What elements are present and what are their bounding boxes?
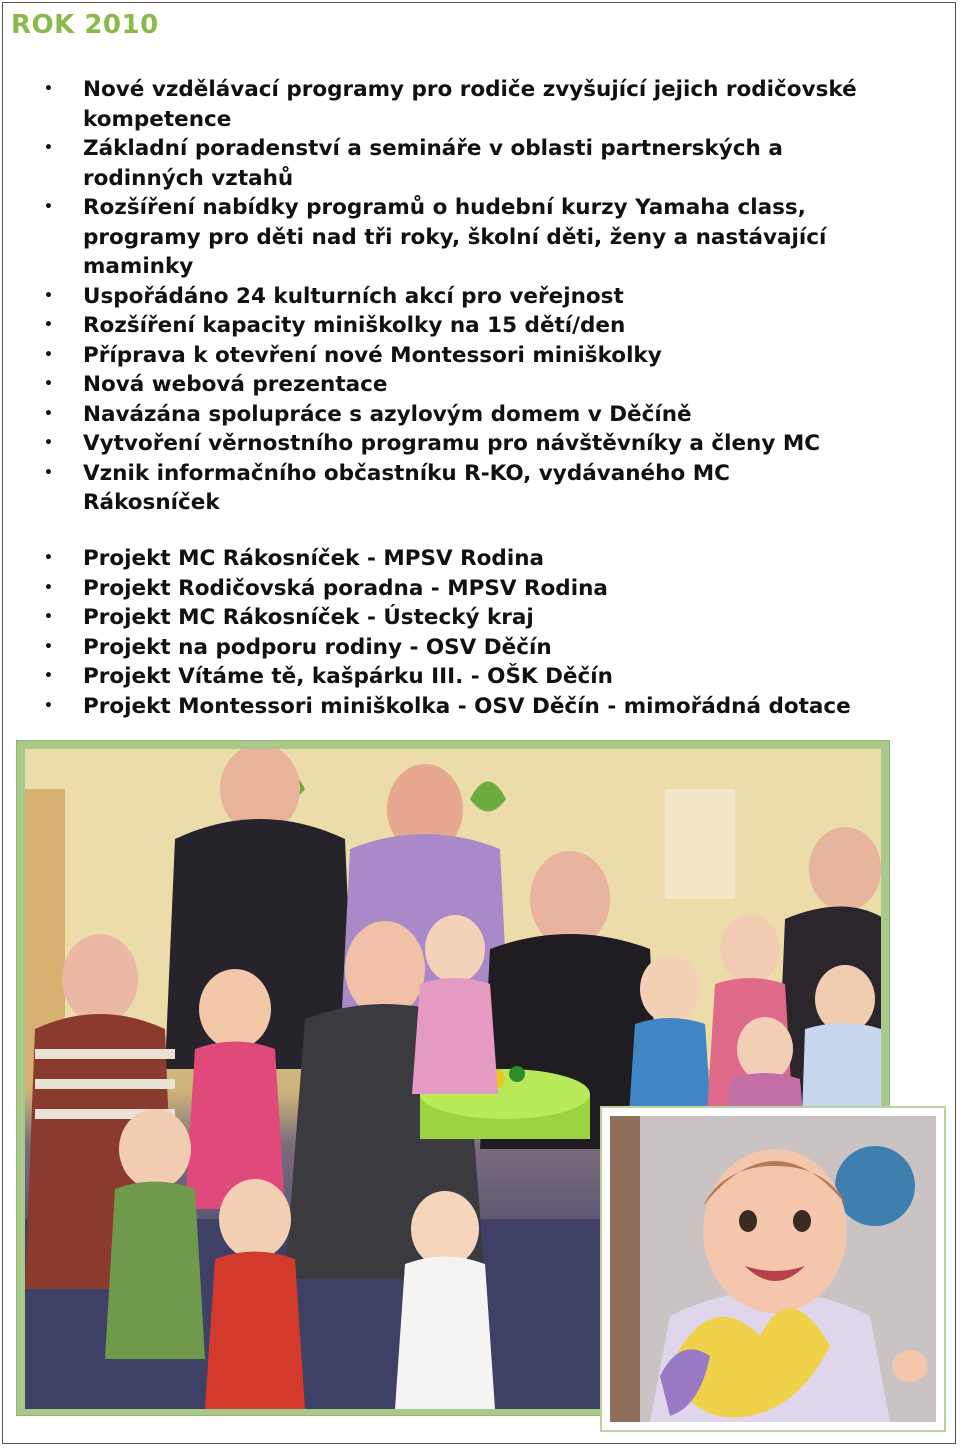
bullet-icon: • (44, 317, 53, 333)
achievement-item (0, 429, 950, 459)
project-text: Projekt Vítáme tě, kašpárku III. - OŠK Děčín (83, 664, 613, 689)
achievement-text: Příprava k otevření nové Montessori miniškolky (83, 342, 662, 368)
bullet-icon: • (44, 435, 53, 451)
bullet-icon: • (44, 579, 53, 596)
project-text: Projekt MC Rákosníček - MPSV Rodina (83, 546, 545, 571)
project-item (0, 662, 950, 692)
project-text: Projekt na podporu rodiny - OSV Děčín (83, 634, 552, 660)
achievement-text: Vytvoření věrnostního programu pro návštěvníky a členy MC (83, 431, 821, 456)
bullet-icon: • (44, 405, 53, 422)
achievement-text: Navázána spolupráce s azylovým domem v Děčíně (83, 401, 692, 427)
project-item (0, 603, 950, 633)
achievement-text: rodinných vztahů (83, 165, 294, 191)
project-item (0, 574, 950, 604)
bullet-icon: • (44, 81, 53, 97)
baby-photo (610, 1116, 936, 1422)
achievement-item (0, 134, 950, 193)
achievement-text: Rozšíření kapacity miniškolky na 15 dětí/den (83, 313, 626, 338)
achievement-item (0, 75, 950, 134)
bullet-icon: • (44, 668, 53, 684)
project-item (0, 692, 950, 722)
bullet-icon: • (44, 376, 53, 392)
achievement-text: kompetence (83, 106, 232, 132)
bullet-icon: • (44, 199, 53, 215)
achievement-item (0, 282, 950, 312)
bullet-icon: • (44, 464, 53, 481)
bullet-icon: • (44, 346, 53, 363)
bullet-icon: • (44, 697, 53, 714)
project-item (0, 633, 950, 663)
projects-list (0, 544, 950, 721)
achievement-item (0, 400, 950, 430)
bullet-icon: • (44, 550, 53, 566)
achievement-text: Vznik informačního občastníku R-KO, vydávaného MC (83, 460, 730, 486)
page-title: ROK 2010 (11, 10, 159, 40)
bullet-icon: • (44, 140, 53, 156)
achievement-text: Uspořádáno 24 kulturních akcí pro veřejnost (83, 283, 624, 309)
achievement-text: Rozšíření nabídky programů o hudební kurzy Yamaha class, (83, 195, 806, 220)
achievement-item (0, 459, 950, 518)
achievement-text: programy pro děti nad tři roky, školní děti, ženy a nastávající (83, 224, 827, 250)
achievement-text: maminky (83, 254, 194, 279)
bullet-icon: • (44, 638, 53, 655)
achievements-list (0, 75, 950, 518)
project-text: Projekt MC Rákosníček - Ústecký kraj (83, 605, 534, 630)
achievement-item (0, 193, 950, 282)
achievement-item (0, 311, 950, 341)
achievement-item (0, 341, 950, 371)
achievement-text: Základní poradenství a semináře v oblasti partnerských a (83, 136, 783, 161)
achievement-text: Rákosníček (83, 490, 220, 515)
achievement-text: Nové vzdělávací programy pro rodiče zvyšující jejich rodičovské (83, 77, 857, 102)
project-text: Projekt Rodičovská poradna - MPSV Rodina (83, 575, 608, 601)
project-text: Projekt Montessori miniškolka - OSV Děčín - mimořádná dotace (83, 693, 851, 719)
project-item (0, 544, 950, 574)
bullet-icon: • (44, 287, 53, 304)
achievement-item (0, 370, 950, 400)
achievement-text: Nová webová prezentace (83, 372, 388, 397)
baby-photo-illustration (610, 1116, 936, 1422)
bullet-icon: • (44, 609, 53, 625)
baby-photo-frame (600, 1106, 946, 1432)
